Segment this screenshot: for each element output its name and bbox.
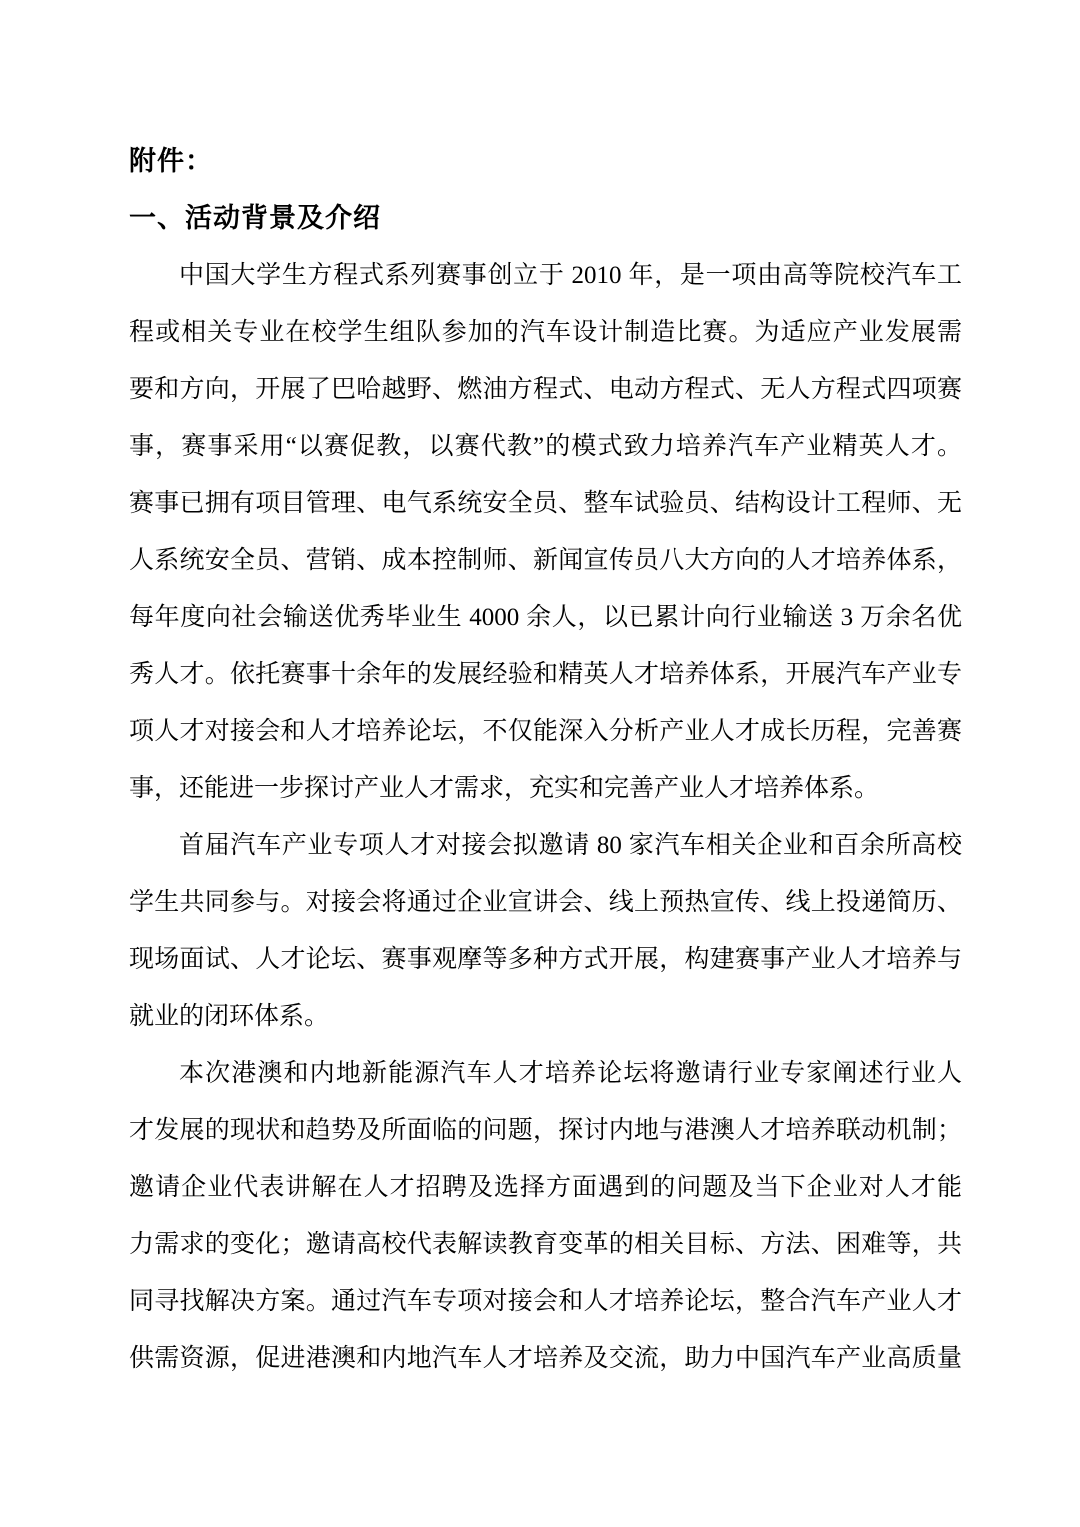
text-line: 现场面试、人才论坛、赛事观摩等多种方式开展，构建赛事产业人才培养与	[129, 946, 962, 973]
text-line: 本次港澳和内地新能源汽车人才培养论坛将邀请行业专家阐述行业人	[179, 1060, 962, 1087]
text-line: 程或相关专业在校学生组队参加的汽车设计制造比赛。为适应产业发展需	[129, 319, 962, 346]
text-line: 秀人才。依托赛事十余年的发展经验和精英人才培养体系，开展汽车产业专	[129, 661, 962, 688]
text-line: 就业的闭环体系。	[129, 1003, 330, 1030]
text-line: 中国大学生方程式系列赛事创立于 2010 年，是一项由高等院校汽车工	[179, 262, 962, 289]
text-line: 同寻找解决方案。通过汽车专项对接会和人才培养论坛，整合汽车产业人才	[129, 1288, 962, 1315]
text-line: 人系统安全员、营销、成本控制师、新闻宣传员八大方向的人才培养体系，	[129, 547, 962, 574]
text-line: 要和方向，开展了巴哈越野、燃油方程式、电动方程式、无人方程式四项赛	[129, 376, 962, 403]
section-heading: 一、活动背景及介绍	[129, 203, 381, 233]
text-line: 赛事已拥有项目管理、电气系统安全员、整车试验员、结构设计工程师、无	[129, 490, 962, 517]
text-line: 每年度向社会输送优秀毕业生 4000 余人，以已累计向行业输送 3 万余名优	[129, 604, 962, 631]
document-body	[129, 247, 962, 1387]
text-line: 供需资源，促进港澳和内地汽车人才培养及交流，助力中国汽车产业高质量	[129, 1345, 962, 1372]
text-line: 力需求的变化；邀请高校代表解读教育变革的相关目标、方法、困难等，共	[129, 1231, 962, 1258]
text-line: 邀请企业代表讲解在人才招聘及选择方面遇到的问题及当下企业对人才能	[129, 1174, 962, 1201]
text-line: 事，还能进一步探讨产业人才需求，充实和完善产业人才培养体系。	[129, 775, 880, 802]
text-line: 首届汽车产业专项人才对接会拟邀请 80 家汽车相关企业和百余所高校	[179, 832, 962, 859]
text-line: 学生共同参与。对接会将通过企业宣讲会、线上预热宣传、线上投递简历、	[129, 889, 962, 916]
text-line: 才发展的现状和趋势及所面临的问题，探讨内地与港澳人才培养联动机制；	[129, 1117, 962, 1144]
text-line: 事，赛事采用“以赛促教，以赛代教”的模式致力培养汽车产业精英人才。	[129, 433, 962, 460]
document-content	[129, 133, 962, 1387]
text-line: 项人才对接会和人才培养论坛，不仅能深入分析产业人才成长历程，完善赛	[129, 718, 962, 745]
attachment-label: 附件：	[129, 146, 213, 176]
